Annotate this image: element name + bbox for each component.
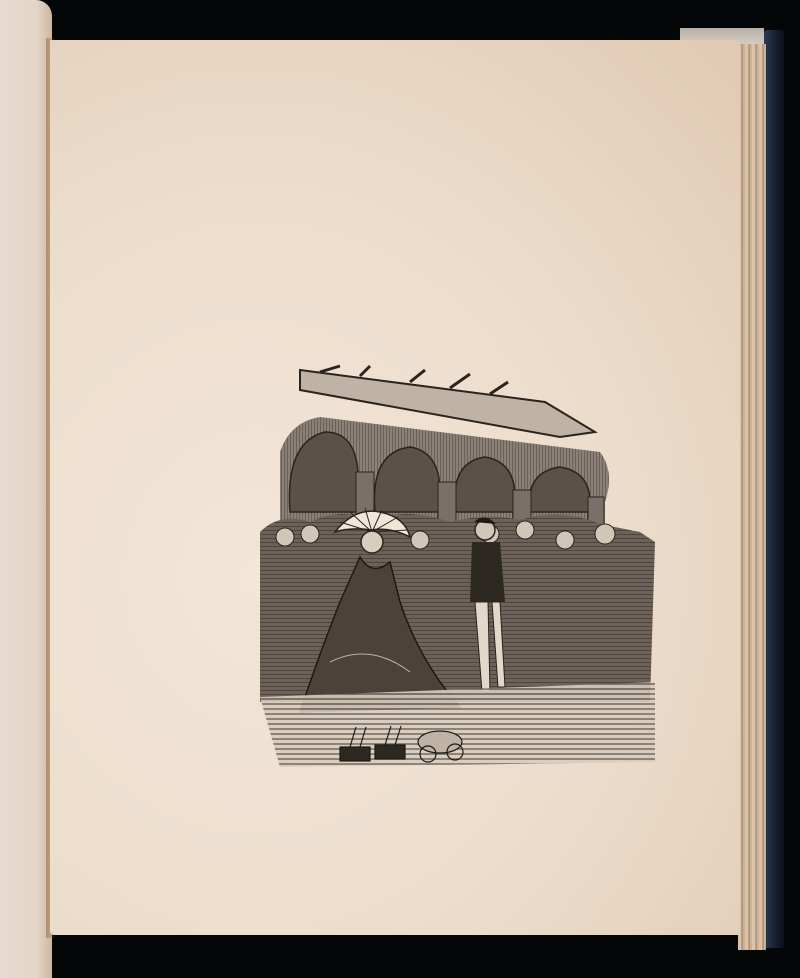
book-cover-edge [764, 30, 784, 948]
left-page [0, 0, 52, 978]
page-stack-edge [738, 44, 766, 950]
engraving-illustration [260, 362, 655, 792]
